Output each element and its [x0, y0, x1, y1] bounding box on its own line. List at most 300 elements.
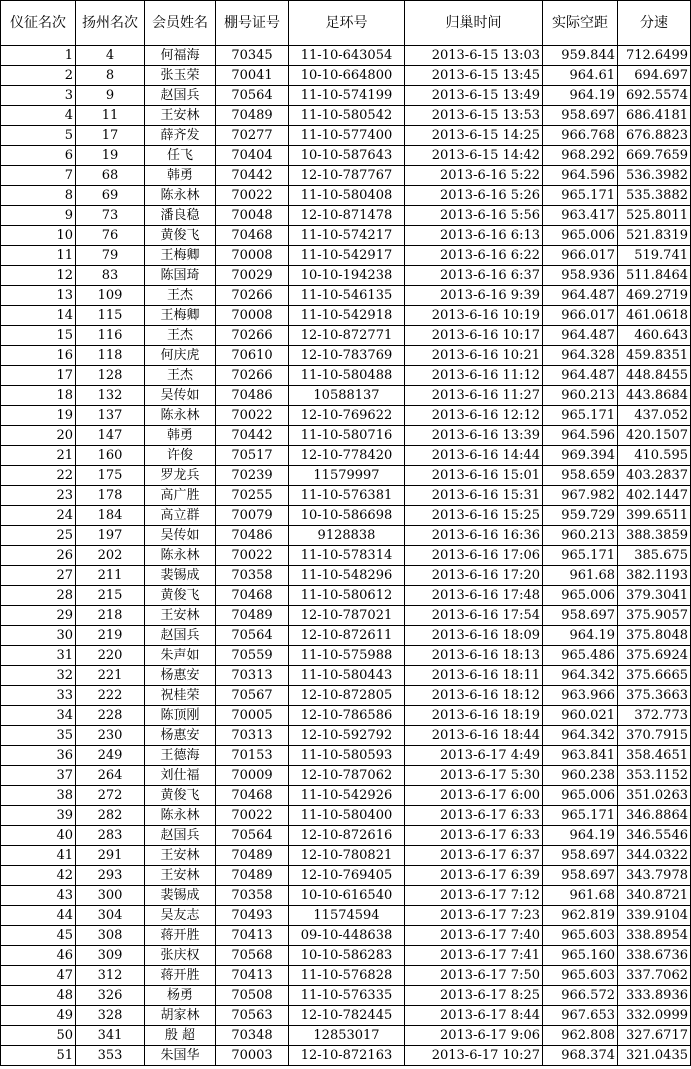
arrival-time-cell: 2013-6-17 6:37 — [405, 846, 543, 866]
arrival-time-cell: 2013-6-17 9:06 — [405, 1026, 543, 1046]
loft-id-cell: 70442 — [216, 426, 289, 446]
ring-number-cell: 12-10-769622 — [289, 406, 405, 426]
speed-cell: 388.3859 — [618, 526, 691, 546]
loft-id-cell: 70442 — [216, 166, 289, 186]
ring-number-cell: 12-10-872611 — [289, 626, 405, 646]
ring-number-cell: 12-10-787062 — [289, 766, 405, 786]
distance-cell: 958.697 — [543, 106, 618, 126]
speed-cell: 712.6499 — [618, 46, 691, 66]
speed-cell: 339.9104 — [618, 906, 691, 926]
arrival-time-cell: 2013-6-16 14:44 — [405, 446, 543, 466]
yangzhou-rank-cell: 211 — [76, 566, 145, 586]
member-name-cell: 潘良稳 — [145, 206, 216, 226]
ring-number-cell: 11-10-542926 — [289, 786, 405, 806]
loft-id-cell: 70022 — [216, 186, 289, 206]
yizheng-rank-cell: 30 — [1, 626, 76, 646]
yizheng-rank-cell: 41 — [1, 846, 76, 866]
speed-cell: 375.3663 — [618, 686, 691, 706]
yizheng-rank-cell: 1 — [1, 46, 76, 66]
speed-cell: 358.4651 — [618, 746, 691, 766]
table-row — [1, 1026, 691, 1046]
table-row — [1, 926, 691, 946]
yangzhou-rank-cell: 178 — [76, 486, 145, 506]
yizheng-rank-cell: 34 — [1, 706, 76, 726]
speed-cell: 370.7915 — [618, 726, 691, 746]
table-row — [1, 286, 691, 306]
ring-number-cell: 12-10-769405 — [289, 866, 405, 886]
member-name-cell: 朱国华 — [145, 1046, 216, 1066]
ring-number-cell: 11-10-574199 — [289, 86, 405, 106]
yizheng-rank-cell: 46 — [1, 946, 76, 966]
yizheng-rank-cell: 20 — [1, 426, 76, 446]
yizheng-rank-cell: 8 — [1, 186, 76, 206]
yizheng-rank-cell: 37 — [1, 766, 76, 786]
ring-number-cell: 12-10-592792 — [289, 726, 405, 746]
table-body — [1, 46, 691, 1066]
yangzhou-rank-cell: 312 — [76, 966, 145, 986]
table-row — [1, 226, 691, 246]
ring-number-cell: 11-10-575988 — [289, 646, 405, 666]
table-row — [1, 186, 691, 206]
yangzhou-rank-cell: 132 — [76, 386, 145, 406]
table-row — [1, 266, 691, 286]
loft-id-cell: 70022 — [216, 406, 289, 426]
member-name-cell: 王杰 — [145, 366, 216, 386]
yangzhou-rank-cell: 19 — [76, 146, 145, 166]
loft-id-cell: 70029 — [216, 266, 289, 286]
distance-cell: 958.936 — [543, 266, 618, 286]
speed-cell: 372.773 — [618, 706, 691, 726]
loft-id-cell: 70517 — [216, 446, 289, 466]
table-row — [1, 586, 691, 606]
loft-id-cell: 70489 — [216, 106, 289, 126]
speed-cell: 511.8464 — [618, 266, 691, 286]
yizheng-rank-cell: 42 — [1, 866, 76, 886]
yizheng-rank-cell: 7 — [1, 166, 76, 186]
yangzhou-rank-cell: 304 — [76, 906, 145, 926]
arrival-time-cell: 2013-6-17 7:23 — [405, 906, 543, 926]
yangzhou-rank-cell: 128 — [76, 366, 145, 386]
ring-number-cell: 12-10-783769 — [289, 346, 405, 366]
member-name-cell: 韩勇 — [145, 426, 216, 446]
member-name-cell: 吴传如 — [145, 386, 216, 406]
speed-cell: 535.3882 — [618, 186, 691, 206]
member-name-cell: 陈顶刚 — [145, 706, 216, 726]
member-name-cell: 罗龙兵 — [145, 466, 216, 486]
speed-cell: 385.675 — [618, 546, 691, 566]
member-name-cell: 王梅卿 — [145, 306, 216, 326]
yizheng-rank-cell: 44 — [1, 906, 76, 926]
table-row — [1, 106, 691, 126]
distance-cell: 958.697 — [543, 606, 618, 626]
table-row — [1, 386, 691, 406]
speed-cell: 344.0322 — [618, 846, 691, 866]
speed-cell: 461.0618 — [618, 306, 691, 326]
distance-cell: 965.171 — [543, 806, 618, 826]
speed-cell: 402.1447 — [618, 486, 691, 506]
speed-cell: 460.643 — [618, 326, 691, 346]
table-row — [1, 506, 691, 526]
speed-cell: 536.3982 — [618, 166, 691, 186]
ring-number-cell: 10-10-194238 — [289, 266, 405, 286]
speed-cell: 410.595 — [618, 446, 691, 466]
arrival-time-cell: 2013-6-15 13:45 — [405, 66, 543, 86]
ring-number-cell: 11-10-542917 — [289, 246, 405, 266]
distance-cell: 968.292 — [543, 146, 618, 166]
speed-cell: 459.8351 — [618, 346, 691, 366]
table-row — [1, 46, 691, 66]
distance-cell: 965.603 — [543, 966, 618, 986]
yangzhou-rank-cell: 291 — [76, 846, 145, 866]
loft-id-cell: 70468 — [216, 586, 289, 606]
yangzhou-rank-cell: 230 — [76, 726, 145, 746]
arrival-time-cell: 2013-6-17 6:33 — [405, 806, 543, 826]
loft-id-cell: 70255 — [216, 486, 289, 506]
member-name-cell: 陈永林 — [145, 186, 216, 206]
member-name-cell: 蒋开胜 — [145, 966, 216, 986]
speed-cell: 676.8823 — [618, 126, 691, 146]
speed-cell: 321.0435 — [618, 1046, 691, 1066]
yangzhou-rank-cell: 8 — [76, 66, 145, 86]
table-row — [1, 686, 691, 706]
speed-cell: 375.9057 — [618, 606, 691, 626]
table-row — [1, 366, 691, 386]
loft-id-cell: 70468 — [216, 786, 289, 806]
loft-id-cell: 70022 — [216, 806, 289, 826]
yangzhou-rank-cell: 293 — [76, 866, 145, 886]
ring-number-cell: 12-10-871478 — [289, 206, 405, 226]
loft-id-cell: 70564 — [216, 626, 289, 646]
arrival-time-cell: 2013-6-17 7:41 — [405, 946, 543, 966]
yizheng-rank-cell: 22 — [1, 466, 76, 486]
table-row — [1, 86, 691, 106]
table-row — [1, 646, 691, 666]
distance-cell: 964.487 — [543, 286, 618, 306]
ring-number-cell: 11-10-580542 — [289, 106, 405, 126]
ring-number-cell: 11-10-576335 — [289, 986, 405, 1006]
loft-id-cell: 70564 — [216, 826, 289, 846]
yizheng-rank-cell: 47 — [1, 966, 76, 986]
member-name-cell: 杨勇 — [145, 986, 216, 1006]
header-yangzhou-rank: 扬州名次 — [76, 1, 145, 46]
ring-number-cell: 12-10-782445 — [289, 1006, 405, 1026]
member-name-cell: 赵国兵 — [145, 626, 216, 646]
distance-cell: 966.017 — [543, 306, 618, 326]
loft-id-cell: 70005 — [216, 706, 289, 726]
yangzhou-rank-cell: 137 — [76, 406, 145, 426]
member-name-cell: 陈国琦 — [145, 266, 216, 286]
distance-cell: 960.213 — [543, 526, 618, 546]
distance-cell: 961.68 — [543, 566, 618, 586]
distance-cell: 965.160 — [543, 946, 618, 966]
member-name-cell: 张玉荣 — [145, 66, 216, 86]
loft-id-cell: 70567 — [216, 686, 289, 706]
distance-cell: 962.819 — [543, 906, 618, 926]
member-name-cell: 许俊 — [145, 446, 216, 466]
member-name-cell: 陈永林 — [145, 806, 216, 826]
distance-cell: 965.486 — [543, 646, 618, 666]
speed-cell: 340.8721 — [618, 886, 691, 906]
speed-cell: 332.0999 — [618, 1006, 691, 1026]
arrival-time-cell: 2013-6-16 18:09 — [405, 626, 543, 646]
yangzhou-rank-cell: 147 — [76, 426, 145, 446]
member-name-cell: 高广胜 — [145, 486, 216, 506]
loft-id-cell: 70266 — [216, 286, 289, 306]
distance-cell: 961.68 — [543, 886, 618, 906]
member-name-cell: 任飞 — [145, 146, 216, 166]
yizheng-rank-cell: 28 — [1, 586, 76, 606]
speed-cell: 353.1152 — [618, 766, 691, 786]
ring-number-cell: 12-10-872771 — [289, 326, 405, 346]
ring-number-cell: 12-10-786586 — [289, 706, 405, 726]
yizheng-rank-cell: 45 — [1, 926, 76, 946]
member-name-cell: 殷 超 — [145, 1026, 216, 1046]
yangzhou-rank-cell: 202 — [76, 546, 145, 566]
member-name-cell: 陈永林 — [145, 406, 216, 426]
loft-id-cell: 70277 — [216, 126, 289, 146]
yangzhou-rank-cell: 249 — [76, 746, 145, 766]
arrival-time-cell: 2013-6-16 18:11 — [405, 666, 543, 686]
ring-number-cell: 12-10-872163 — [289, 1046, 405, 1066]
loft-id-cell: 70079 — [216, 506, 289, 526]
arrival-time-cell: 2013-6-16 17:54 — [405, 606, 543, 626]
speed-cell: 375.6665 — [618, 666, 691, 686]
speed-cell: 437.052 — [618, 406, 691, 426]
loft-id-cell: 70493 — [216, 906, 289, 926]
yizheng-rank-cell: 32 — [1, 666, 76, 686]
table-row — [1, 146, 691, 166]
loft-id-cell: 70266 — [216, 366, 289, 386]
loft-id-cell: 70041 — [216, 66, 289, 86]
member-name-cell: 杨惠安 — [145, 666, 216, 686]
speed-cell: 351.0263 — [618, 786, 691, 806]
yizheng-rank-cell: 6 — [1, 146, 76, 166]
ring-number-cell: 11-10-580443 — [289, 666, 405, 686]
header-row — [1, 1, 691, 46]
distance-cell: 966.572 — [543, 986, 618, 1006]
arrival-time-cell: 2013-6-16 16:36 — [405, 526, 543, 546]
loft-id-cell: 70413 — [216, 966, 289, 986]
arrival-time-cell: 2013-6-16 6:22 — [405, 246, 543, 266]
header-distance: 实际空距 — [543, 1, 618, 46]
yizheng-rank-cell: 18 — [1, 386, 76, 406]
distance-cell: 964.487 — [543, 366, 618, 386]
table-row — [1, 906, 691, 926]
speed-cell: 346.5546 — [618, 826, 691, 846]
header-yizheng-rank: 仪征名次 — [1, 1, 76, 46]
distance-cell: 966.768 — [543, 126, 618, 146]
yangzhou-rank-cell: 68 — [76, 166, 145, 186]
table-row — [1, 166, 691, 186]
yizheng-rank-cell: 14 — [1, 306, 76, 326]
yangzhou-rank-cell: 264 — [76, 766, 145, 786]
header-ring-number: 足环号 — [289, 1, 405, 46]
distance-cell: 963.417 — [543, 206, 618, 226]
distance-cell: 964.596 — [543, 426, 618, 446]
speed-cell: 519.741 — [618, 246, 691, 266]
ring-number-cell: 11-10-574217 — [289, 226, 405, 246]
table-row — [1, 466, 691, 486]
speed-cell: 337.7062 — [618, 966, 691, 986]
yangzhou-rank-cell: 326 — [76, 986, 145, 1006]
speed-cell: 333.8936 — [618, 986, 691, 1006]
arrival-time-cell: 2013-6-16 18:44 — [405, 726, 543, 746]
distance-cell: 967.653 — [543, 1006, 618, 1026]
yizheng-rank-cell: 49 — [1, 1006, 76, 1026]
yangzhou-rank-cell: 215 — [76, 586, 145, 606]
yangzhou-rank-cell: 69 — [76, 186, 145, 206]
loft-id-cell: 70468 — [216, 226, 289, 246]
table-row — [1, 806, 691, 826]
arrival-time-cell: 2013-6-17 5:30 — [405, 766, 543, 786]
arrival-time-cell: 2013-6-17 6:39 — [405, 866, 543, 886]
member-name-cell: 王杰 — [145, 286, 216, 306]
loft-id-cell: 70413 — [216, 926, 289, 946]
arrival-time-cell: 2013-6-16 6:37 — [405, 266, 543, 286]
yizheng-rank-cell: 19 — [1, 406, 76, 426]
loft-id-cell: 70008 — [216, 306, 289, 326]
member-name-cell: 王安林 — [145, 606, 216, 626]
yizheng-rank-cell: 48 — [1, 986, 76, 1006]
arrival-time-cell: 2013-6-17 7:50 — [405, 966, 543, 986]
yizheng-rank-cell: 17 — [1, 366, 76, 386]
table-row — [1, 206, 691, 226]
yizheng-rank-cell: 31 — [1, 646, 76, 666]
yizheng-rank-cell: 33 — [1, 686, 76, 706]
ring-number-cell: 12-10-872805 — [289, 686, 405, 706]
distance-cell: 967.982 — [543, 486, 618, 506]
member-name-cell: 高立群 — [145, 506, 216, 526]
member-name-cell: 朱声如 — [145, 646, 216, 666]
loft-id-cell: 70568 — [216, 946, 289, 966]
loft-id-cell: 70358 — [216, 886, 289, 906]
table-row — [1, 826, 691, 846]
yangzhou-rank-cell: 272 — [76, 786, 145, 806]
loft-id-cell: 70313 — [216, 666, 289, 686]
loft-id-cell: 70008 — [216, 246, 289, 266]
arrival-time-cell: 2013-6-16 5:56 — [405, 206, 543, 226]
table-row — [1, 886, 691, 906]
table-row — [1, 946, 691, 966]
member-name-cell: 王杰 — [145, 326, 216, 346]
arrival-time-cell: 2013-6-15 13:49 — [405, 86, 543, 106]
member-name-cell: 刘仕福 — [145, 766, 216, 786]
yizheng-rank-cell: 3 — [1, 86, 76, 106]
distance-cell: 965.603 — [543, 926, 618, 946]
distance-cell: 958.697 — [543, 846, 618, 866]
speed-cell: 669.7659 — [618, 146, 691, 166]
ring-number-cell: 10-10-664800 — [289, 66, 405, 86]
yizheng-rank-cell: 15 — [1, 326, 76, 346]
distance-cell: 965.006 — [543, 226, 618, 246]
yizheng-rank-cell: 38 — [1, 786, 76, 806]
speed-cell: 338.6736 — [618, 946, 691, 966]
ring-number-cell: 09-10-448638 — [289, 926, 405, 946]
yizheng-rank-cell: 43 — [1, 886, 76, 906]
member-name-cell: 赵国兵 — [145, 86, 216, 106]
ring-number-cell: 11-10-580488 — [289, 366, 405, 386]
speed-cell: 346.8864 — [618, 806, 691, 826]
ring-number-cell: 12-10-872616 — [289, 826, 405, 846]
member-name-cell: 黄俊飞 — [145, 786, 216, 806]
yangzhou-rank-cell: 222 — [76, 686, 145, 706]
distance-cell: 964.342 — [543, 726, 618, 746]
ring-number-cell: 10-10-586698 — [289, 506, 405, 526]
yizheng-rank-cell: 2 — [1, 66, 76, 86]
speed-cell: 338.8954 — [618, 926, 691, 946]
arrival-time-cell: 2013-6-15 14:25 — [405, 126, 543, 146]
table-row — [1, 866, 691, 886]
member-name-cell: 吴友志 — [145, 906, 216, 926]
yangzhou-rank-cell: 308 — [76, 926, 145, 946]
distance-cell: 960.238 — [543, 766, 618, 786]
ring-number-cell: 11-10-577400 — [289, 126, 405, 146]
yangzhou-rank-cell: 328 — [76, 1006, 145, 1026]
speed-cell: 382.1193 — [618, 566, 691, 586]
yangzhou-rank-cell: 197 — [76, 526, 145, 546]
distance-cell: 964.596 — [543, 166, 618, 186]
distance-cell: 964.328 — [543, 346, 618, 366]
loft-id-cell: 70610 — [216, 346, 289, 366]
member-name-cell: 韩勇 — [145, 166, 216, 186]
loft-id-cell: 70239 — [216, 466, 289, 486]
arrival-time-cell: 2013-6-16 5:26 — [405, 186, 543, 206]
member-name-cell: 胡家林 — [145, 1006, 216, 1026]
yangzhou-rank-cell: 17 — [76, 126, 145, 146]
arrival-time-cell: 2013-6-16 11:12 — [405, 366, 543, 386]
member-name-cell: 杨惠安 — [145, 726, 216, 746]
member-name-cell: 祝桂荣 — [145, 686, 216, 706]
speed-cell: 327.6717 — [618, 1026, 691, 1046]
yizheng-rank-cell: 23 — [1, 486, 76, 506]
arrival-time-cell: 2013-6-17 8:44 — [405, 1006, 543, 1026]
ring-number-cell: 11-10-580716 — [289, 426, 405, 446]
speed-cell: 443.8684 — [618, 386, 691, 406]
table-row — [1, 706, 691, 726]
header-loft-id: 棚号证号 — [216, 1, 289, 46]
ring-number-cell: 12-10-778420 — [289, 446, 405, 466]
speed-cell: 379.3041 — [618, 586, 691, 606]
distance-cell: 962.808 — [543, 1026, 618, 1046]
speed-cell: 375.6924 — [618, 646, 691, 666]
member-name-cell: 黄俊飞 — [145, 586, 216, 606]
arrival-time-cell: 2013-6-17 10:27 — [405, 1046, 543, 1066]
arrival-time-cell: 2013-6-17 4:49 — [405, 746, 543, 766]
distance-cell: 966.017 — [543, 246, 618, 266]
table-row — [1, 526, 691, 546]
header-speed: 分速 — [618, 1, 691, 46]
ring-number-cell: 12-10-787021 — [289, 606, 405, 626]
yizheng-rank-cell: 24 — [1, 506, 76, 526]
speed-cell: 399.6511 — [618, 506, 691, 526]
distance-cell: 965.171 — [543, 406, 618, 426]
table-row — [1, 846, 691, 866]
distance-cell: 969.394 — [543, 446, 618, 466]
speed-cell: 403.2837 — [618, 466, 691, 486]
yizheng-rank-cell: 16 — [1, 346, 76, 366]
yizheng-rank-cell: 29 — [1, 606, 76, 626]
yizheng-rank-cell: 4 — [1, 106, 76, 126]
yangzhou-rank-cell: 175 — [76, 466, 145, 486]
distance-cell: 963.966 — [543, 686, 618, 706]
distance-cell: 963.841 — [543, 746, 618, 766]
table-row — [1, 486, 691, 506]
speed-cell: 525.8011 — [618, 206, 691, 226]
loft-id-cell: 70486 — [216, 526, 289, 546]
yangzhou-rank-cell: 79 — [76, 246, 145, 266]
yizheng-rank-cell: 21 — [1, 446, 76, 466]
table-row — [1, 1006, 691, 1026]
